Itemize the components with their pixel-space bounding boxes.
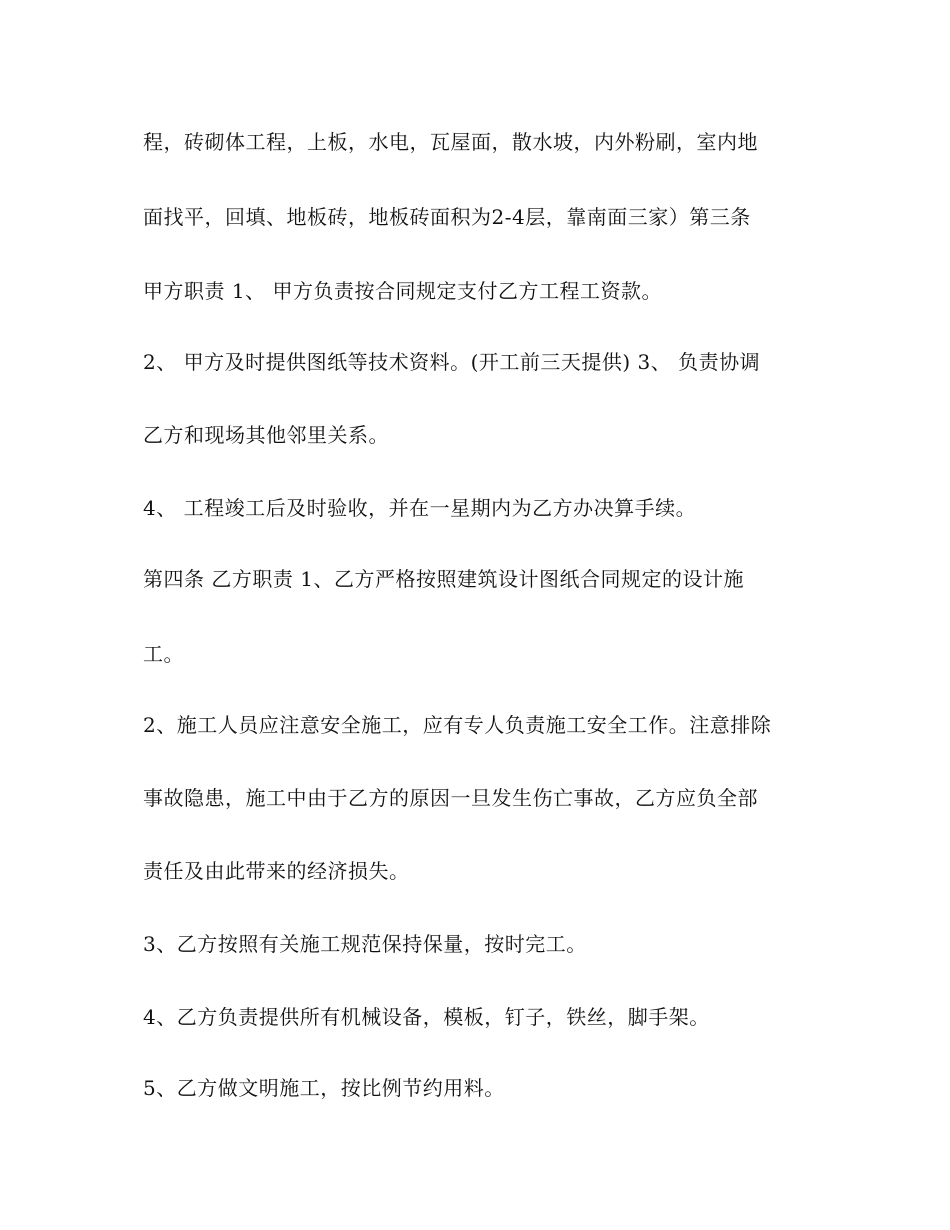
text-line: 4、乙方负责提供所有机械设备，模板，钉子，铁丝，脚手架。 bbox=[143, 1005, 710, 1029]
text-line: 乙方和现场其他邻里关系。 bbox=[143, 423, 389, 447]
text-line: 2、 甲方及时提供图纸等技术资料。(开工前三天提供) 3、 负责协调 bbox=[143, 350, 761, 374]
text-line: 工。 bbox=[143, 642, 184, 666]
text-line: 责任及由此带来的经济损失。 bbox=[143, 859, 410, 883]
text-line: 2、施工人员应注意安全施工，应有专人负责施工安全工作。注意排除 bbox=[143, 713, 772, 737]
text-line: 第四条 乙方职责 1、乙方严格按照建筑设计图纸合同规定的设计施 bbox=[143, 567, 744, 591]
text-line: 3、乙方按照有关施工规范保持保量，按时完工。 bbox=[143, 932, 587, 956]
text-line: 甲方职责 1、 甲方负责按合同规定支付乙方工程工资款。 bbox=[143, 279, 662, 303]
text-line: 程，砖砌体工程，上板，水电，瓦屋面，散水坡，内外粉刷，室内地 bbox=[143, 130, 758, 154]
text-line: 事故隐患，施工中由于乙方的原因一旦发生伤亡事故，乙方应负全部 bbox=[143, 786, 758, 810]
text-line: 5、乙方做文明施工，按比例节约用料。 bbox=[143, 1076, 505, 1100]
text-line: 4、 工程竣工后及时验收，并在一星期内为乙方办决算手续。 bbox=[143, 496, 697, 520]
text-line: 面找平，回填、地板砖，地板砖面积为2-4层，靠南面三家）第三条 bbox=[143, 205, 751, 229]
